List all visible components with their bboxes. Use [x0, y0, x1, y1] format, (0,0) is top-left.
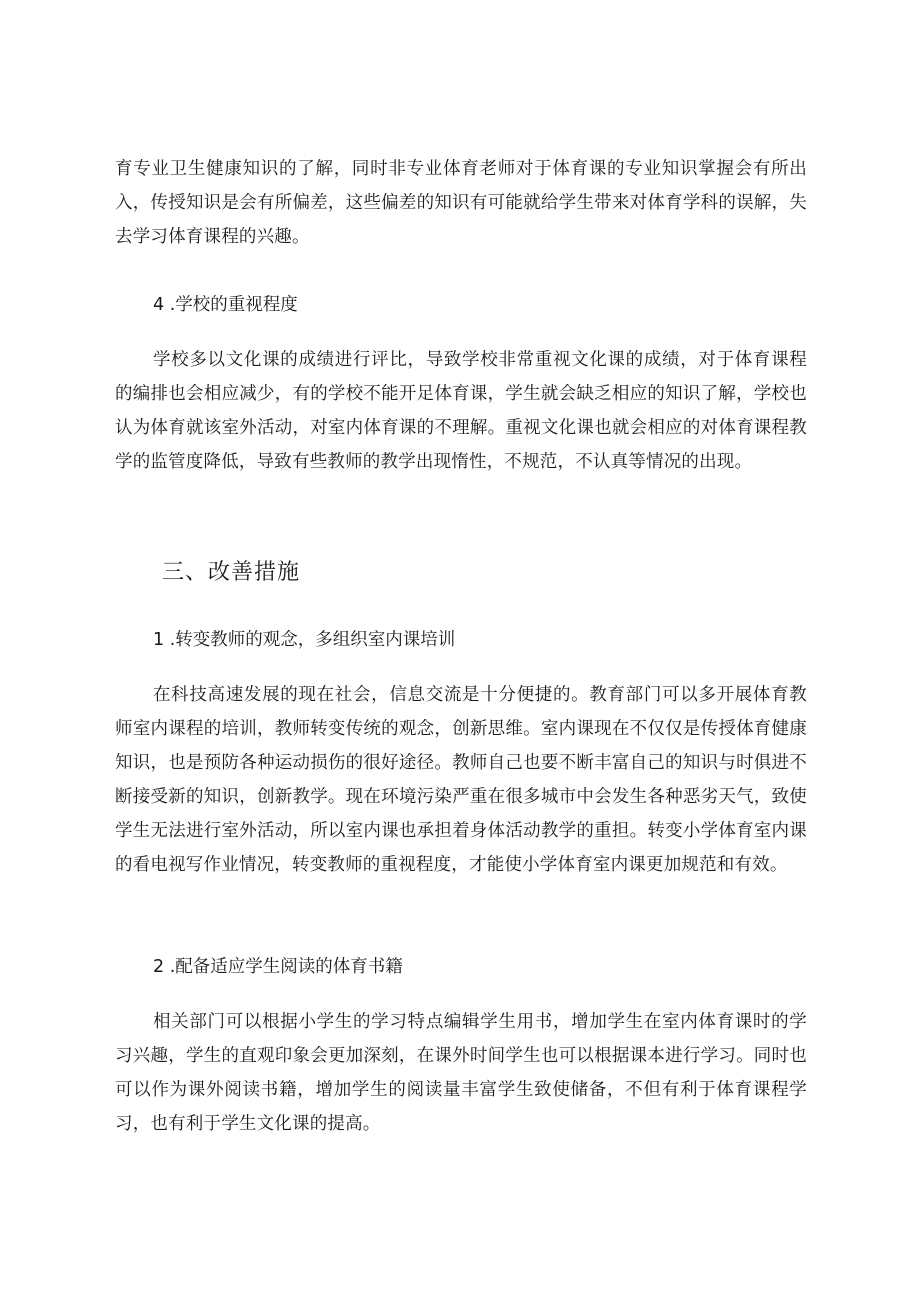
- subheading-2: 2 .配备适应学生阅读的体育书籍: [153, 957, 403, 977]
- paragraph-continuation: 育专业卫生健康知识的了解，同时非专业体育老师对于体育课的专业知识掌握会有所出入，传授知识是会有所偏差，这些偏差的知识有可能就给学生带来对体育学科的误解，失去学习体育课程的兴趣。: [115, 159, 807, 247]
- subheading-4: 4 .学校的重视程度: [153, 295, 298, 315]
- section-title-3: 三、改善措施: [162, 560, 301, 585]
- paragraph-2: 相关部门可以根据小学生的学习特点编辑学生用书，增加学生在室内体育课时的学习兴趣，学生的直观印象会更加深刻，在课外时间学生也可以根据课本进行学习。同时也可以作为课外阅读书籍，增加学生的阅读量丰富学生致使储备，不但有利于体育课程学习，也有利于学生文化课的提高。: [115, 1012, 807, 1134]
- paragraph-4: 学校多以文化课的成绩进行评比，导致学校非常重视文化课的成绩，对于体育课程的编排也会相应减少，有的学校不能开足体育课，学生就会缺乏相应的知识了解，学校也认为体育就该室外活动，对室内体育课的不理解。重视文化课也就会相应的对体育课程教学的监管度降低，导致有些教师的教学出现惰性，不规范，不认真等情况的出现。: [115, 350, 807, 472]
- subheading-1: 1 .转变教师的观念，多组织室内课培训: [153, 630, 456, 650]
- paragraph-1: 在科技高速发展的现在社会，信息交流是十分便捷的。教育部门可以多开展体育教师室内课程的培训，教师转变传统的观念，创新思维。室内课现在不仅仅是传授体育健康知识，也是预防各种运动损伤的很好途径。教师自己也要不断丰富自己的知识与时俱进不断接受新的知识，创新教学。现在环境污染严重在很多城市中会发生各种恶劣天气，致使学生无法进行室外活动，所以室内课也承担着身体活动教学的重担。转变小学体育室内课的看电视写作业情况，转变教师的重视程度，才能使小学体育室内课更加规范和有效。: [115, 685, 807, 875]
